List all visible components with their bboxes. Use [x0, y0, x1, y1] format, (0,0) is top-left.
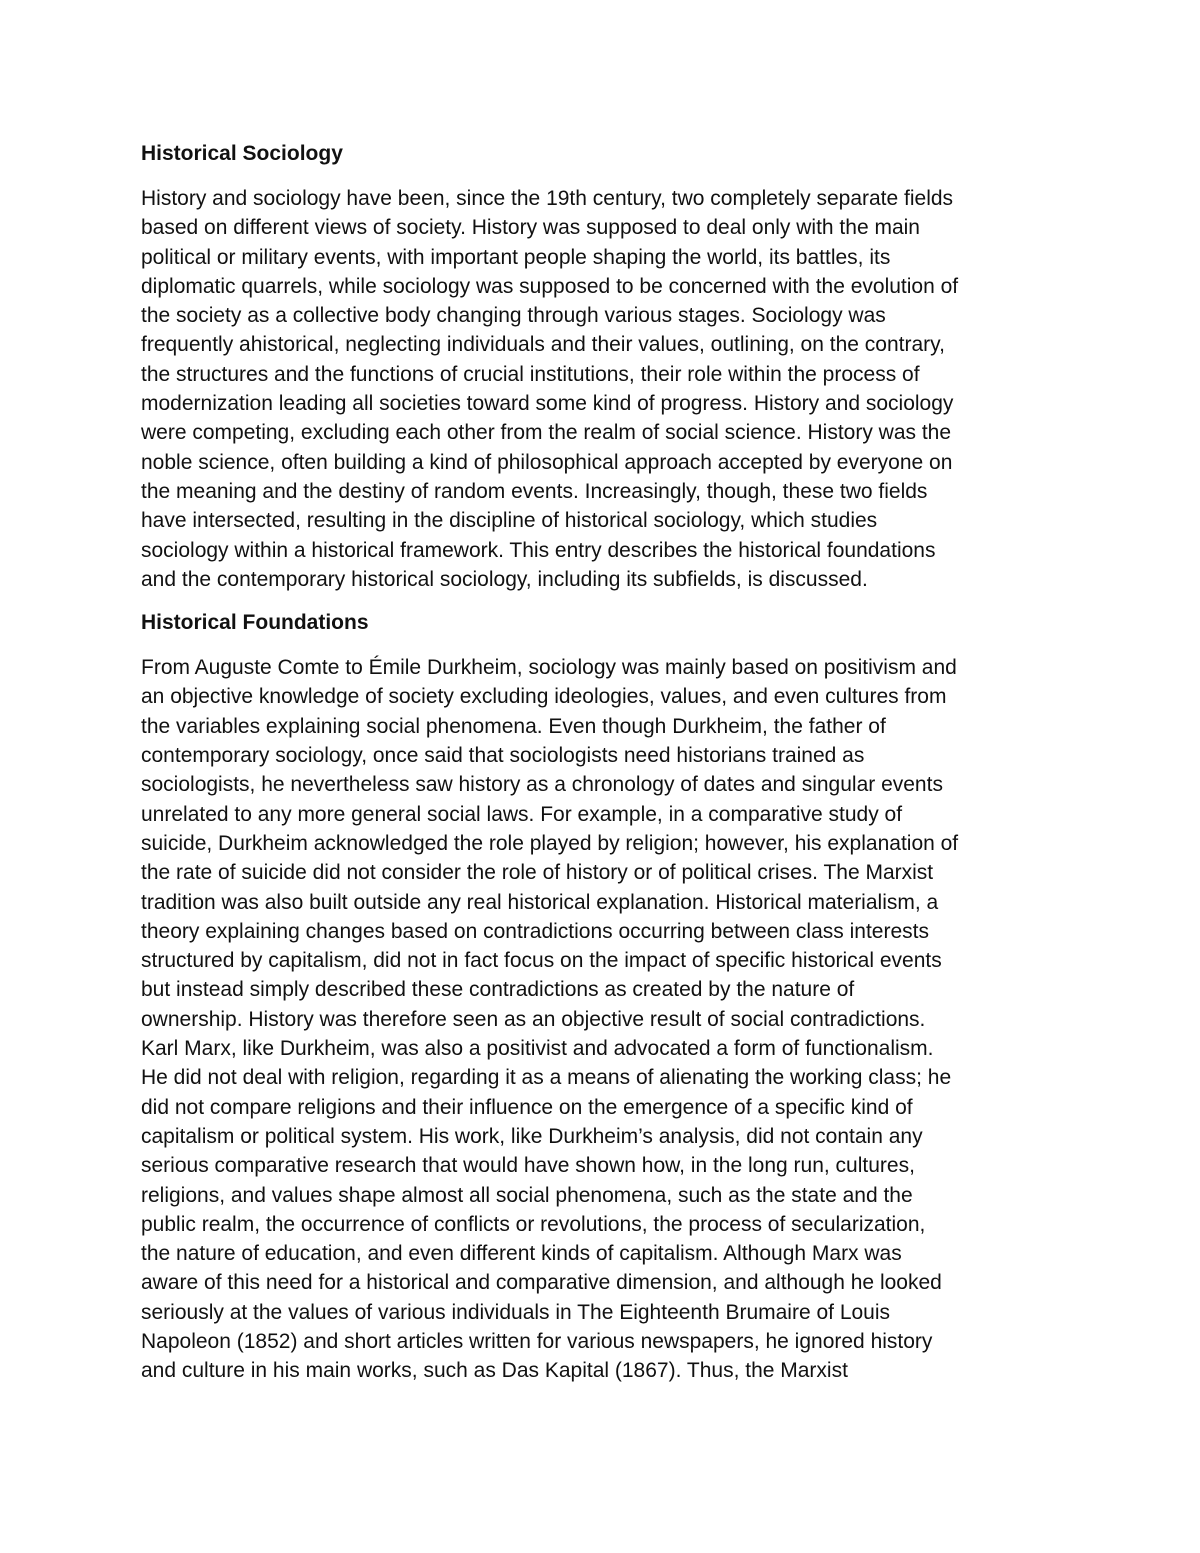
text-line: have intersected, resulting in the discipline of historical sociology, which studies — [141, 509, 878, 533]
text-line: sociology within a historical framework. This entry describes the historical foundations — [141, 538, 936, 562]
text-line: structured by capitalism, did not in fact focus on the impact of specific historical events — [141, 949, 942, 973]
text-line: the structures and the functions of crucial institutions, their role within the process of — [141, 362, 920, 386]
text-line: Karl Marx, like Durkheim, was also a positivist and advocated a form of functionalism. — [141, 1037, 934, 1061]
text-line: the variables explaining social phenomena. Even though Durkheim, the father of — [141, 714, 886, 738]
text-line: the meaning and the destiny of random events. Increasingly, though, these two fields — [141, 479, 928, 503]
text-line: noble science, often building a kind of philosophical approach accepted by everyone on — [141, 450, 953, 474]
text-line: modernization leading all societies toward some kind of progress. History and sociology — [141, 392, 954, 416]
text-line: and the contemporary historical sociology, including its subfields, is discussed. — [141, 567, 868, 591]
text-line: an objective knowledge of society excluding ideologies, values, and even cultures from — [141, 685, 947, 709]
text-line: were competing, excluding each other from the realm of social science. History was the — [141, 421, 952, 445]
text-line: ownership. History was therefore seen as an objective result of social contradictions. — [141, 1007, 926, 1031]
text-line: and culture in his main works, such as Das Kapital (1867). Thus, the Marxist — [141, 1359, 848, 1383]
text-line: tradition was also built outside any real historical explanation. Historical materialism, a — [141, 890, 939, 914]
text-line: capitalism or political system. His work, like Durkheim’s analysis, did not contain any — [141, 1124, 923, 1148]
text-line: the society as a collective body changing through various stages. Sociology was — [141, 304, 886, 328]
text-line: Napoleon (1852) and short articles written for various newspapers, he ignored history — [141, 1329, 933, 1353]
section-heading-historical-sociology: Historical Sociology — [141, 142, 343, 165]
text-line: public realm, the occurrence of conflicts or revolutions, the process of secularization, — [141, 1212, 926, 1236]
text-line: He did not deal with religion, regarding it as a means of alienating the working class; he — [141, 1066, 952, 1090]
text-line: sociologists, he nevertheless saw history as a chronology of dates and singular events — [141, 773, 943, 797]
text-line: unrelated to any more general social laws. For example, in a comparative study of — [141, 802, 903, 826]
text-line: the nature of education, and even different kinds of capitalism. Although Marx was — [141, 1242, 902, 1266]
text-line: the rate of suicide did not consider the role of history or of political crises. The Marxist — [141, 861, 934, 885]
paragraph-historical-foundations — [141, 653, 1071, 1385]
text-line: based on different views of society. History was supposed to deal only with the main — [141, 216, 920, 240]
text-line: political or military events, with important people shaping the world, its battles, its — [141, 245, 891, 269]
text-line: but instead simply described these contradictions as created by the nature of — [141, 978, 855, 1002]
section-heading-historical-foundations: Historical Foundations — [141, 611, 369, 635]
text-line: History and sociology have been, since the 19th century, two completely separate fields — [141, 187, 954, 210]
paragraph-historical-sociology — [141, 184, 1071, 594]
text-line: serious comparative research that would have shown how, in the long run, cultures, — [141, 1154, 915, 1178]
text-line: seriously at the values of various individuals in The Eighteenth Brumaire of Louis — [141, 1300, 891, 1324]
text-line: suicide, Durkheim acknowledged the role played by religion; however, his explanation of — [141, 831, 959, 855]
text-line: diplomatic quarrels, while sociology was supposed to be concerned with the evolution of — [141, 274, 959, 298]
text-line: religions, and values shape almost all social phenomena, such as the state and the — [141, 1183, 913, 1207]
text-line: contemporary sociology, once said that sociologists need historians trained as — [141, 744, 865, 768]
text-line: frequently ahistorical, neglecting individuals and their values, outlining, on the contrary, — [141, 333, 945, 357]
text-line: From Auguste Comte to Émile Durkheim, sociology was mainly based on positivism and — [141, 656, 957, 680]
text-line: aware of this need for a historical and comparative dimension, and although he looked — [141, 1271, 942, 1295]
text-line: did not compare religions and their influence on the emergence of a specific kind of — [141, 1095, 913, 1119]
text-line: theory explaining changes based on contradictions occurring between class interests — [141, 919, 929, 943]
document-body — [141, 139, 1071, 1400]
